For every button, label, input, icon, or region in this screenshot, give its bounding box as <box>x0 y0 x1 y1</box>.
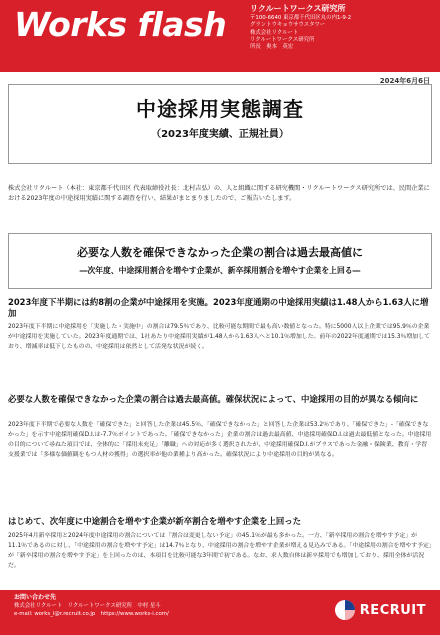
footer-banner <box>0 590 440 635</box>
recruit-brand <box>334 599 426 621</box>
headline-main: 必要な人数を確保できなかった企業の割合は過去最高値に <box>77 246 363 259</box>
address-line: 株式会社リクルート <box>250 29 299 36</box>
header-banner <box>0 0 440 72</box>
section-3-heading: はじめて、次年度に中途割合を増やす企業が新卒割合を増やす企業を上回った <box>8 516 301 526</box>
document-subtitle: （2023年度実績、正規社員） <box>151 129 289 140</box>
publisher-org-name: リクルートワークス研究所 <box>250 4 346 13</box>
publication-date: 2024年6月6日 <box>379 77 430 85</box>
contact-line[interactable]: e-mail: works_l@r.recruit.co.jp https://www.works-i.com/ <box>14 610 169 617</box>
address-line: 所長 奥本 英宏 <box>250 44 294 51</box>
headline-box <box>8 233 432 289</box>
contact-info <box>14 594 169 618</box>
address-line: グラントウキョウサウスタワー <box>250 22 326 29</box>
contact-title: お問い合わせ先 <box>14 594 57 601</box>
recruit-logo-icon <box>334 599 356 621</box>
section-2-heading: 必要な人数を確保できなかった企業の割合は過去最高値。確保状況によって、中途採用の目的が異なる傾向に <box>8 394 419 404</box>
section-1-body: 2023年度下半期に中途採用を「実施した・実施中」の割合は79.5％であり、比較可能な期間で最も高い数値となった。特に5000人以上企業では95.9％の企業が中途採用を実施していた。2023年度通期では、1社あたり中途採用実績が1.48人から1.63人へと10.1％増加した。前年の2022年度通期では15.3％増加しており、増減率は低下したものの、中途採用は依然として活発な状況が続く。 <box>8 324 430 351</box>
contact-line: 株式会社リクルート リクルートワークス研究所 中村 星斗 <box>14 602 161 609</box>
section-3-body: 2025年4月新卒採用と2024年度中途採用の割合については「割合は変更しない予定」の45.1％が最も多かった。一方、「新卒採用の割合を増やす予定」が11.1％であるのに対し、「中途採用の割合を増やす予定」は14.7％となり、中途採用の割合を増やす企業が増える見込みである。「中途採用の割合を増やす予定」が「新卒採用の割合を増やす予定」を上回ったのは、本項目を比較可能な3年間で初である。なお、求人数自体は新卒採用でも増加しており、採用全体が活況だ。 <box>8 533 432 570</box>
address-line: 〒100-6640 東京都千代田区丸の内1-9-2 <box>250 14 352 21</box>
section-1-heading: 2023年度下半期には約8割の企業が中途採用を実施。2023年度通期の中途採用実績は1.48人から1.63人に増加 <box>8 297 429 319</box>
works-flash-logo: Works flash <box>14 5 227 44</box>
intro-paragraph: 株式会社リクルート（本社：東京都千代田区 代表取締役社長：北村吉弘）の、人と組織に関する研究機関・リクルートワークス研究所では、民間企業における2023年度の中途採用実績に関する調査を行い、結果がまとまりましたので、ご報告いたします。 <box>8 185 430 202</box>
title-box <box>8 84 432 164</box>
section-2-body: 2023年度下半期で必要な人数を「確保できた」と回答した企業は45.5％、「確保できなかった」と回答した企業は53.2％であり、「確保できた」-「確保できなかった」を示す中途採用確保D.I.は-7.7％ポイントであった。「確保できなかった」企業の割合は過去最高値、中途採用確保D.I.は過去最低値となった。中途採用の目的について尋ねた項目では、全体的に「採用未充足」「離職」への対応が多く選択されたが、中途採用確保D.I.がプラスであった金融・保険業、教育・学習支援業では「多様な価値観をもつ人材の獲得」の選択率が他の業種より高かった。確保状況により中途採用の目的が異なる。 <box>8 422 432 459</box>
recruit-wordmark: RECRUIT <box>359 602 426 618</box>
headline-sub: ―次年度、中途採用割合を増やす企業が、新卒採用割合を増やす企業を上回る― <box>79 266 361 275</box>
document-title: 中途採用実態調査 <box>136 97 304 121</box>
publisher-info <box>250 4 436 52</box>
address-line: リクルートワークス研究所 <box>250 36 315 43</box>
